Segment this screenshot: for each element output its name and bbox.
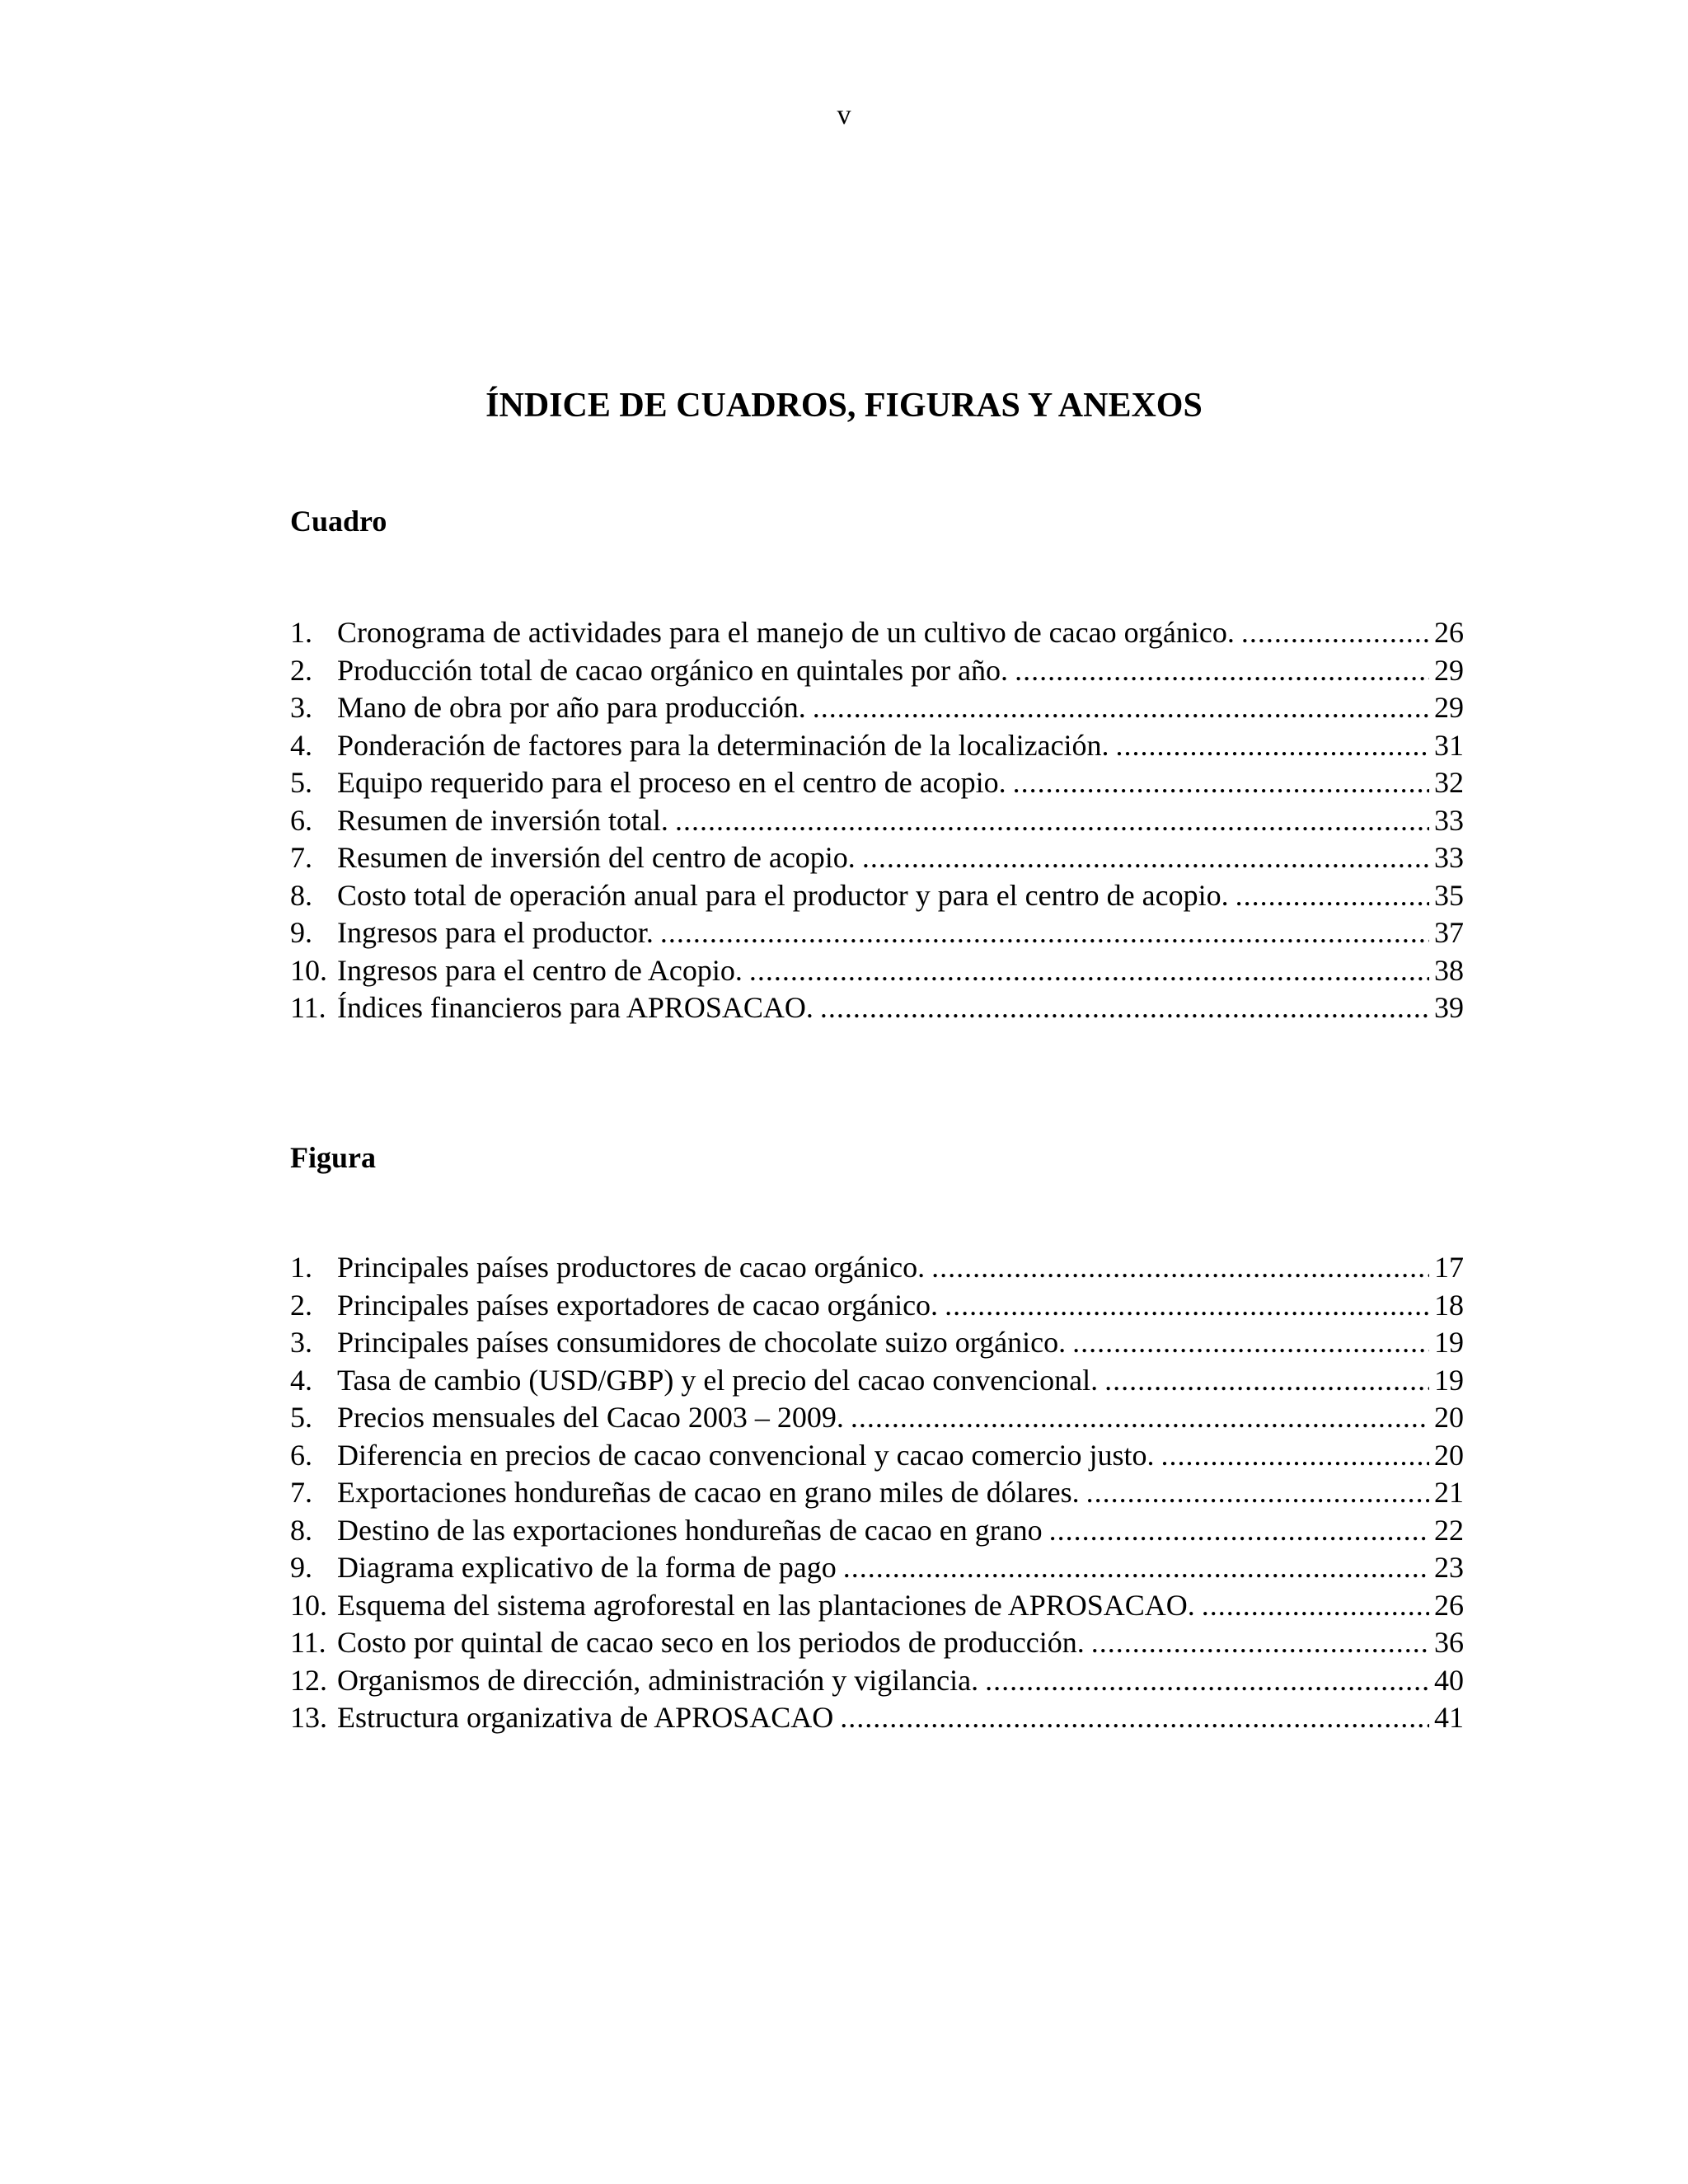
entry-title: Producción total de cacao orgánico en quintales por año. bbox=[337, 653, 1009, 687]
entry-page: 21 bbox=[1434, 1476, 1464, 1509]
entry-title: Resumen de inversión total. bbox=[337, 803, 668, 837]
entry-page: 23 bbox=[1434, 1551, 1464, 1584]
entry-number: 5. bbox=[290, 766, 312, 799]
entry-number: 6. bbox=[290, 1438, 312, 1472]
entry-page: 29 bbox=[1434, 691, 1464, 724]
figura-entry-7[interactable] bbox=[290, 1474, 1464, 1512]
entry-title: Tasa de cambio (USD/GBP) y el precio del cacao convencional. bbox=[337, 1363, 1099, 1397]
entry-title: Índices financieros para APROSACAO. bbox=[337, 991, 814, 1024]
section-heading-cuadro: Cuadro bbox=[290, 505, 387, 538]
entry-page: 26 bbox=[1434, 616, 1464, 649]
figura-entry-2[interactable] bbox=[290, 1287, 1464, 1325]
entry-title: Costo por quintal de cacao seco en los periodos de producción. bbox=[337, 1626, 1085, 1659]
entry-title: Estructura organizativa de APROSACAO bbox=[337, 1701, 834, 1734]
entry-title: Diferencia en precios de cacao convencional y cacao comercio justo. bbox=[337, 1438, 1155, 1472]
entry-number: 7. bbox=[290, 841, 312, 874]
dot-leader bbox=[985, 1662, 1429, 1700]
figura-entry-1[interactable] bbox=[290, 1249, 1464, 1287]
entry-page: 26 bbox=[1434, 1588, 1464, 1622]
figura-entry-9[interactable] bbox=[290, 1549, 1464, 1587]
dot-leader bbox=[1013, 764, 1429, 802]
entry-number: 10. bbox=[290, 1588, 327, 1622]
dot-leader bbox=[862, 839, 1429, 877]
entry-number: 2. bbox=[290, 653, 312, 687]
entry-title: Precios mensuales del Cacao 2003 – 2009. bbox=[337, 1401, 844, 1434]
figura-entry-4[interactable] bbox=[290, 1362, 1464, 1400]
figura-entry-5[interactable] bbox=[290, 1399, 1464, 1437]
dot-leader bbox=[1049, 1512, 1429, 1550]
entry-number: 4. bbox=[290, 728, 312, 762]
entry-page: 38 bbox=[1434, 953, 1464, 987]
cuadro-entry-5[interactable] bbox=[290, 764, 1464, 802]
page-title: ÍNDICE DE CUADROS, FIGURAS Y ANEXOS bbox=[485, 387, 1203, 425]
cuadro-entry-11[interactable] bbox=[290, 989, 1464, 1027]
cuadro-entry-3[interactable] bbox=[290, 689, 1464, 727]
dot-leader bbox=[1241, 614, 1429, 652]
dot-leader bbox=[851, 1399, 1429, 1437]
entry-title: Equipo requerido para el proceso en el centro de acopio. bbox=[337, 766, 1006, 799]
entry-number: 12. bbox=[290, 1663, 327, 1697]
dot-leader bbox=[820, 989, 1429, 1027]
entry-title: Exportaciones hondureñas de cacao en grano miles de dólares. bbox=[337, 1476, 1080, 1509]
cuadro-entry-1[interactable] bbox=[290, 614, 1464, 652]
figura-entry-12[interactable] bbox=[290, 1662, 1464, 1700]
dot-leader bbox=[840, 1699, 1429, 1737]
entry-title: Costo total de operación anual para el productor y para el centro de acopio. bbox=[337, 878, 1229, 912]
figura-entry-13[interactable] bbox=[290, 1699, 1464, 1737]
entry-number: 13. bbox=[290, 1701, 327, 1734]
dot-leader bbox=[1091, 1624, 1429, 1662]
entry-number: 9. bbox=[290, 916, 312, 949]
entry-title: Diagrama explicativo de la forma de pago bbox=[337, 1551, 837, 1584]
cuadro-entry-2[interactable] bbox=[290, 652, 1464, 690]
entry-page: 18 bbox=[1434, 1288, 1464, 1322]
dot-leader bbox=[1072, 1324, 1429, 1362]
dot-leader bbox=[1015, 652, 1429, 690]
figura-entry-10[interactable] bbox=[290, 1587, 1464, 1625]
dot-leader bbox=[1202, 1587, 1429, 1625]
dot-leader bbox=[1104, 1362, 1429, 1400]
entry-title: Ingresos para el centro de Acopio. bbox=[337, 953, 743, 987]
entry-page: 33 bbox=[1434, 841, 1464, 874]
entry-page: 35 bbox=[1434, 878, 1464, 912]
entry-page: 19 bbox=[1434, 1326, 1464, 1359]
entry-number: 8. bbox=[290, 1513, 312, 1547]
entry-page: 20 bbox=[1434, 1401, 1464, 1434]
dot-leader bbox=[813, 689, 1429, 727]
entry-number: 11. bbox=[290, 991, 326, 1024]
dot-leader bbox=[931, 1249, 1429, 1287]
entry-page: 22 bbox=[1434, 1513, 1464, 1547]
entry-title: Mano de obra por año para producción. bbox=[337, 691, 806, 724]
dot-leader bbox=[1086, 1474, 1429, 1512]
dot-leader bbox=[1161, 1437, 1430, 1475]
entry-title: Principales países exportadores de cacao orgánico. bbox=[337, 1288, 939, 1322]
entry-number: 2. bbox=[290, 1288, 312, 1322]
entry-number: 4. bbox=[290, 1363, 312, 1397]
cuadro-entry-10[interactable] bbox=[290, 952, 1464, 990]
entry-title: Resumen de inversión del centro de acopio. bbox=[337, 841, 856, 874]
dot-leader bbox=[1236, 877, 1429, 915]
figura-entry-11[interactable] bbox=[290, 1624, 1464, 1662]
cuadro-list bbox=[290, 614, 1464, 1027]
figura-list bbox=[290, 1249, 1464, 1737]
figura-entry-3[interactable] bbox=[290, 1324, 1464, 1362]
entry-number: 5. bbox=[290, 1401, 312, 1434]
entry-number: 9. bbox=[290, 1551, 312, 1584]
cuadro-entry-9[interactable] bbox=[290, 914, 1464, 952]
section-heading-figura: Figura bbox=[290, 1141, 376, 1174]
cuadro-entry-7[interactable] bbox=[290, 839, 1464, 877]
figura-entry-8[interactable] bbox=[290, 1512, 1464, 1550]
entry-page: 37 bbox=[1434, 916, 1464, 949]
entry-page: 17 bbox=[1434, 1251, 1464, 1284]
entry-number: 11. bbox=[290, 1626, 326, 1659]
entry-title: Ingresos para el productor. bbox=[337, 916, 654, 949]
page-number: v bbox=[837, 100, 851, 130]
entry-title: Esquema del sistema agroforestal en las plantaciones de APROSACAO. bbox=[337, 1588, 1195, 1622]
entry-title: Organismos de dirección, administración y vigilancia. bbox=[337, 1663, 979, 1697]
entry-number: 3. bbox=[290, 691, 312, 724]
entry-page: 20 bbox=[1434, 1438, 1464, 1472]
entry-number: 1. bbox=[290, 1251, 312, 1284]
entry-title: Principales países consumidores de chocolate suizo orgánico. bbox=[337, 1326, 1067, 1359]
dot-leader bbox=[660, 914, 1429, 952]
entry-page: 19 bbox=[1434, 1363, 1464, 1397]
entry-number: 10. bbox=[290, 953, 327, 987]
entry-title: Destino de las exportaciones hondureñas de cacao en grano bbox=[337, 1513, 1043, 1547]
entry-page: 36 bbox=[1434, 1626, 1464, 1659]
dot-leader bbox=[945, 1287, 1429, 1325]
entry-number: 8. bbox=[290, 878, 312, 912]
cuadro-entry-6[interactable] bbox=[290, 802, 1464, 840]
dot-leader bbox=[675, 802, 1429, 840]
entry-number: 3. bbox=[290, 1326, 312, 1359]
entry-title: Cronograma de actividades para el manejo de un cultivo de cacao orgánico. bbox=[337, 616, 1235, 649]
entry-page: 33 bbox=[1434, 803, 1464, 837]
dot-leader bbox=[749, 952, 1429, 990]
cuadro-entry-4[interactable] bbox=[290, 727, 1464, 765]
cuadro-entry-8[interactable] bbox=[290, 877, 1464, 915]
entry-number: 6. bbox=[290, 803, 312, 837]
entry-page: 32 bbox=[1434, 766, 1464, 799]
entry-number: 1. bbox=[290, 616, 312, 649]
entry-page: 40 bbox=[1434, 1663, 1464, 1697]
dot-leader bbox=[843, 1549, 1429, 1587]
entry-page: 29 bbox=[1434, 653, 1464, 687]
entry-page: 41 bbox=[1434, 1701, 1464, 1734]
entry-number: 7. bbox=[290, 1476, 312, 1509]
dot-leader bbox=[1116, 727, 1429, 765]
entry-title: Ponderación de factores para la determinación de la localización. bbox=[337, 728, 1109, 762]
entry-title: Principales países productores de cacao orgánico. bbox=[337, 1251, 926, 1284]
figura-entry-6[interactable] bbox=[290, 1437, 1464, 1475]
entry-page: 31 bbox=[1434, 728, 1464, 762]
entry-page: 39 bbox=[1434, 991, 1464, 1024]
